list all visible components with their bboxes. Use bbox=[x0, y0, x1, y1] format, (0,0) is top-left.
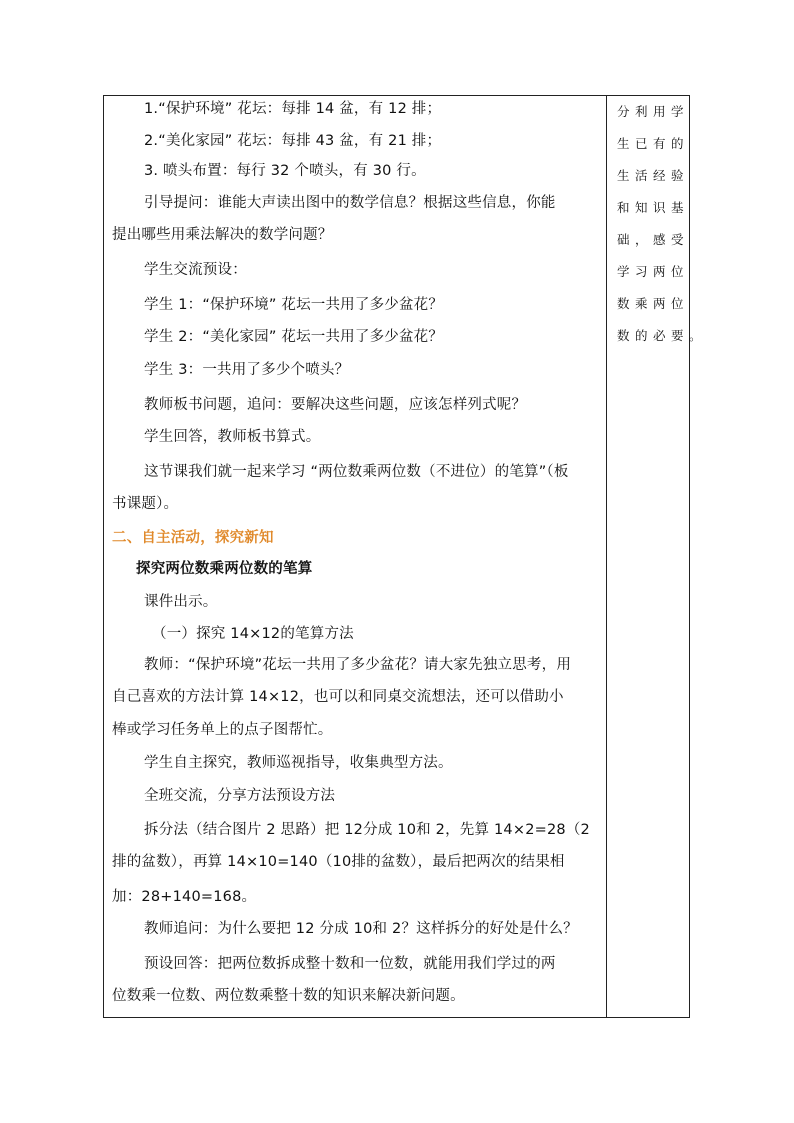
text-line: 学生回答，教师板书算式。 bbox=[144, 429, 321, 445]
text-line: 自己喜欢的方法计算 14×12，也可以和同桌交流想法，还可以借助小 bbox=[112, 689, 564, 705]
note-line: 础，感受 bbox=[617, 232, 690, 247]
text-line: 位数乘一位数、两位数乘整十数的知识来解决新问题。 bbox=[112, 988, 465, 1004]
note-line: 生已有的 bbox=[617, 136, 690, 151]
text-line: 全班交流，分享方法预设方法 bbox=[144, 788, 336, 804]
lesson-table bbox=[103, 95, 708, 1018]
text-line: 学生 3：一共用了多少个喷头？ bbox=[144, 362, 350, 378]
note-line: 生活经验 bbox=[617, 168, 690, 183]
text-line: 课件出示。 bbox=[144, 594, 218, 610]
column-divider bbox=[606, 96, 607, 1017]
subsection-heading: 探究两位数乘两位数的笔算 bbox=[136, 561, 313, 577]
text-line: 学生 1：“保护环境” 花坛一共用了多少盆花？ bbox=[144, 297, 444, 313]
text-line: 拆分法（结合图片 2 思路）把 12分成 10和 2，先算 14×2=28（2 bbox=[144, 822, 590, 838]
text-line: 教师：“保护环境”花坛一共用了多少盆花？请大家先独立思考，用 bbox=[144, 657, 572, 673]
text-line: 引导提问：谁能大声读出图中的数学信息？根据这些信息，你能 bbox=[144, 195, 556, 211]
text-line: 1.“保护环境” 花坛：每排 14 盆，有 12 排； bbox=[144, 101, 442, 117]
text-line: 教师板书问题，追问：要解决这些问题，应该怎样列式呢？ bbox=[144, 397, 527, 413]
note-line: 分利用学 bbox=[617, 104, 690, 119]
text-line: 3. 喷头布置：每行 32 个喷头，有 30 行。 bbox=[144, 163, 426, 179]
text-line: 加：28+140=168。 bbox=[112, 889, 257, 905]
section-heading: 二、自主活动，探究新知 bbox=[112, 530, 274, 546]
note-line: 数的必要。 bbox=[617, 328, 708, 343]
text-line: 这节课我们就一起来学习 “两位数乘两位数（不进位）的笔算”（板 bbox=[144, 464, 569, 480]
text-line: 棒或学习任务单上的点子图帮忙。 bbox=[112, 722, 333, 738]
note-line: 和知识基 bbox=[617, 200, 690, 215]
text-line: 排的盆数），再算 14×10=140（10排的盆数），最后把两次的结果相 bbox=[112, 854, 565, 870]
text-line: 学生自主探究，教师巡视指导，收集典型方法。 bbox=[144, 755, 453, 771]
text-line: 教师追问：为什么要把 12 分成 10和 2？这样拆分的好处是什么？ bbox=[144, 921, 578, 937]
text-line: 学生交流预设： bbox=[144, 262, 247, 278]
text-line: 提出哪些用乘法解决的数学问题？ bbox=[112, 227, 333, 243]
text-line: 书课题）。 bbox=[112, 496, 179, 512]
note-line: 学习两位 bbox=[617, 264, 690, 279]
note-line: 数乘两位 bbox=[617, 296, 690, 311]
text-line: 学生 2：“美化家园” 花坛一共用了多少盆花？ bbox=[144, 329, 444, 345]
text-line: 预设回答：把两位数拆成整十数和一位数，就能用我们学过的两 bbox=[144, 956, 556, 972]
text-line: （一）探究 14×12的笔算方法 bbox=[152, 626, 354, 642]
text-line: 2.“美化家园” 花坛：每排 43 盆，有 21 排； bbox=[144, 133, 442, 149]
